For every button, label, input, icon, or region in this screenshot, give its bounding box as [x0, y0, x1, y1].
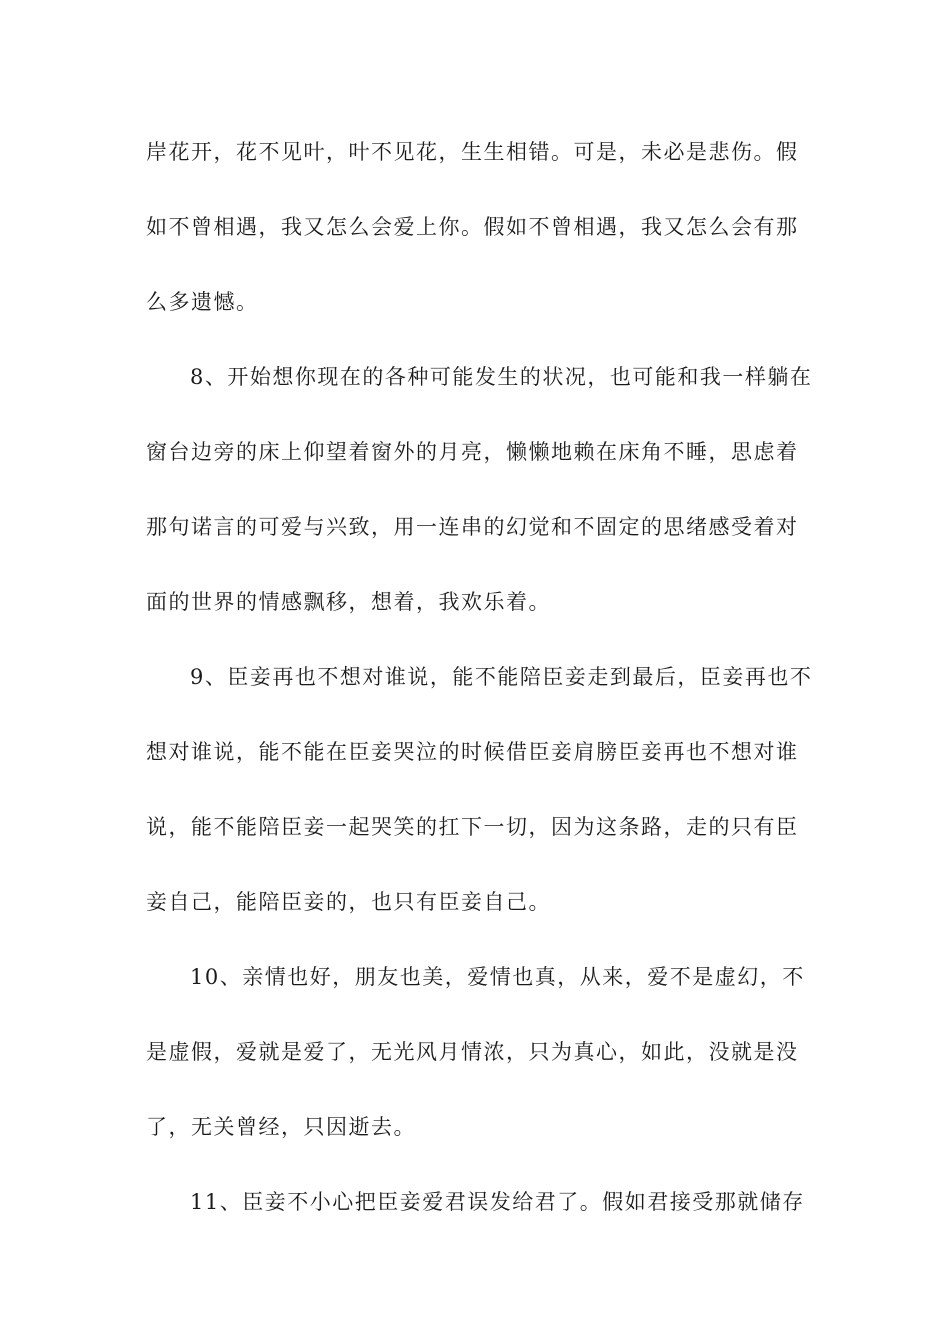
- text-line: 妾自己，能陪臣妾的，也只有臣妾自己。: [146, 890, 551, 914]
- text-line: 么多遗憾。: [146, 290, 259, 314]
- paragraph-start-line: 10、亲情也好，朋友也美，爱情也真，从来，爱不是虚幻，不: [190, 965, 805, 989]
- text-line: 想对谁说，能不能在臣妾哭泣的时候借臣妾肩膀臣妾再也不想对谁: [146, 740, 799, 764]
- text-line: 岸花开，花不见叶，叶不见花，生生相错。可是，未必是悲伤。假: [146, 140, 799, 164]
- text-line: 如不曾相遇，我又怎么会爱上你。假如不曾相遇，我又怎么会有那: [146, 215, 799, 239]
- text-line: 那句诺言的可爱与兴致，用一连串的幻觉和不固定的思绪感受着对: [146, 515, 799, 539]
- document-body: [146, 133, 813, 1258]
- text-line: 面的世界的情感飘移，想着，我欢乐着。: [146, 590, 551, 614]
- text-line: 窗台边旁的床上仰望着窗外的月亮，懒懒地赖在床角不睡，思虑着: [146, 440, 799, 464]
- paragraph-start-line: 11、臣妾不小心把臣妾爱君误发给君了。假如君接受那就储存: [190, 1190, 805, 1214]
- paragraph-start-line: 9、臣妾再也不想对谁说，能不能陪臣妾走到最后，臣妾再也不: [190, 665, 813, 689]
- text-line: 是虚假，爱就是爱了，无光风月情浓，只为真心，如此，没就是没: [146, 1040, 799, 1064]
- text-line: 了，无关曾经，只因逝去。: [146, 1115, 416, 1139]
- paragraph-start-line: 8、开始想你现在的各种可能发生的状况，也可能和我一样躺在: [190, 365, 813, 389]
- text-line: 说，能不能陪臣妾一起哭笑的扛下一切，因为这条路，走的只有臣: [146, 815, 799, 839]
